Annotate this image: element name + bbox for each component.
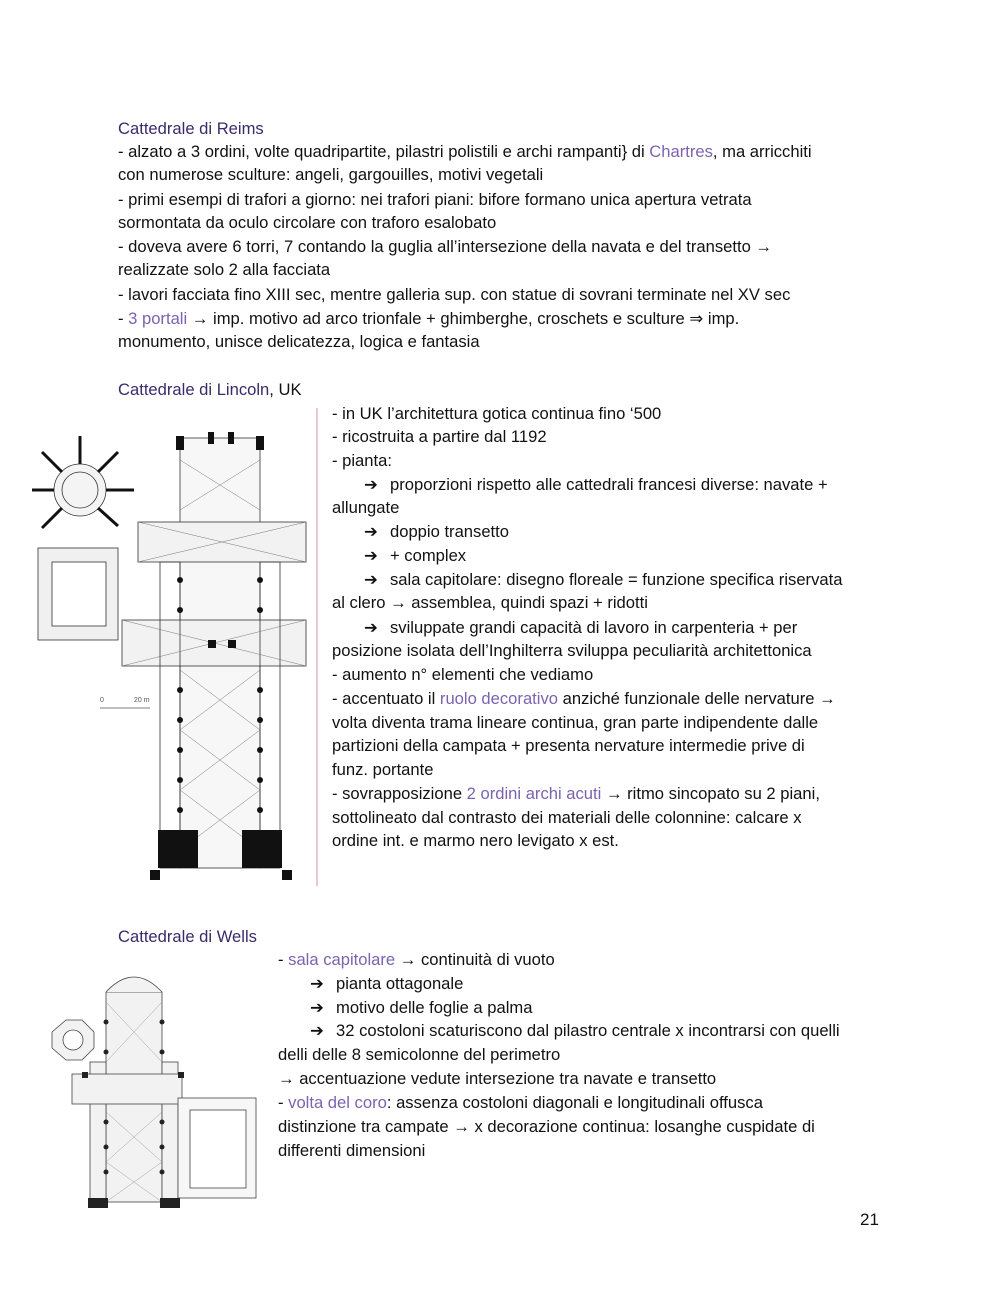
lincoln-line-8: - accentuato il ruolo decorativo anziché funzionale delle nervature → <box>332 689 836 708</box>
lincoln-line-9: volta diventa trama lineare continua, gran parte indipendente dalle <box>332 713 819 732</box>
lincoln-bullet-2: ➔ doppio transetto <box>364 522 510 541</box>
lincoln-line-3: - pianta: <box>332 451 392 470</box>
svg-text:0: 0 <box>100 697 104 704</box>
reims-line-1: - alzato a 3 ordini, volte quadripartite, pilastri polistili e archi rampanti} di Chartres, ma arricchiti <box>118 142 812 161</box>
reims-line-7: - lavori facciata fino XIII sec, mentre galleria sup. con statue di sovrani terminate nel XV sec <box>118 285 791 304</box>
wells-line-3: → accentuazione vedute intersezione tra navate e transetto <box>278 1069 717 1088</box>
wells-floor-plan <box>32 962 260 1214</box>
lincoln-line-5: al clero → assemblea, quindi spazi + ridotti <box>332 593 648 612</box>
page-number: 21 <box>860 1210 879 1229</box>
arrow-bullet-icon: ➔ <box>364 570 378 589</box>
sala-capitolare-highlight: sala capitolare <box>288 950 396 969</box>
wells-line-2: delli delle 8 semicolonne del perimetro <box>278 1045 561 1064</box>
lincoln-line-11: funz. portante <box>332 760 434 779</box>
lincoln-line-1: - in UK l’architettura gotica continua fino ‘500 <box>332 404 662 423</box>
arrow-bullet-icon: ➔ <box>310 998 324 1017</box>
reims-line-9: monumento, unisce delicatezza, logica e fantasia <box>118 332 480 351</box>
lincoln-floor-plan <box>30 430 312 882</box>
lincoln-heading: Cattedrale di Lincoln, UK <box>118 380 302 399</box>
archi-acuti-highlight: 2 ordini archi acuti <box>466 784 602 803</box>
reims-line-3: - primi esempi di trafori a giorno: nei trafori piani: bifore formano unica apertura vetrata <box>118 190 752 209</box>
wells-bullet-2: ➔ motivo delle foglie a palma <box>310 998 533 1017</box>
wells-line-1: - sala capitolare → continuità di vuoto <box>278 950 555 969</box>
reims-line-2: con numerose sculture: angeli, gargouilles, motivi vegetali <box>118 165 544 184</box>
lincoln-line-14: ordine int. e marmo nero levigato x est. <box>332 831 619 850</box>
reims-line-6: realizzate solo 2 alla facciata <box>118 260 331 279</box>
lincoln-line-13: sottolineato dal contrasto dei materiali delle colonnine: calcare x <box>332 808 802 827</box>
lincoln-line-7: - aumento n° elementi che vediamo <box>332 665 594 684</box>
lincoln-line-6: posizione isolata dell’Inghilterra sviluppa peculiarità architettonica <box>332 641 812 660</box>
arrow-bullet-icon: ➔ <box>310 1021 324 1040</box>
reims-line-8: - 3 portali → imp. motivo ad arco trionfale + ghimberghe, croschets e sculture ⇒ imp. <box>118 309 740 328</box>
arrow-bullet-icon: ➔ <box>310 974 324 993</box>
wells-line-5: distinzione tra campate → x decorazione continua: losanghe cuspidate di <box>278 1117 815 1136</box>
arrow-bullet-icon: ➔ <box>364 618 378 637</box>
lincoln-line-4: allungate <box>332 498 400 517</box>
reims-line-5: - doveva avere 6 torri, 7 contando la guglia all’intersezione della navata e del transetto → <box>118 237 773 256</box>
reims-line-4: sormontata da oculo circolare con traforo esalobato <box>118 213 497 232</box>
wells-line-6: differenti dimensioni <box>278 1141 426 1160</box>
lincoln-plan-scale: 20 m <box>134 697 150 704</box>
chartres-link: Chartres <box>649 142 713 161</box>
lincoln-line-10: partizioni della campata + presenta nervature intermedie prive di <box>332 736 805 755</box>
arrow-bullet-icon: ➔ <box>364 475 378 494</box>
lincoln-bullet-1: ➔ proporzioni rispetto alle cattedrali francesi diverse: navate + <box>364 475 828 494</box>
reims-heading: Cattedrale di Reims <box>118 119 264 138</box>
arrow-bullet-icon: ➔ <box>364 546 378 565</box>
ruolo-decorativo-highlight: ruolo decorativo <box>439 689 558 708</box>
lincoln-bullet-5: ➔ sviluppate grandi capacità di lavoro in carpenteria + per <box>364 618 798 637</box>
lincoln-bullet-4: ➔ sala capitolare: disegno floreale = funzione specifica riservata <box>364 570 843 589</box>
lincoln-line-2: - ricostruita a partire dal 1192 <box>332 427 547 446</box>
wells-line-4: - volta del coro: assenza costoloni diagonali e longitudinali offusca <box>278 1093 763 1112</box>
arrow-bullet-icon: ➔ <box>364 522 378 541</box>
wells-heading: Cattedrale di Wells <box>118 927 257 946</box>
portali-highlight: 3 portali <box>128 309 188 328</box>
column-divider <box>316 408 318 886</box>
volta-del-coro-highlight: volta del coro <box>288 1093 387 1112</box>
lincoln-line-12: - sovrapposizione 2 ordini archi acuti → ritmo sincopato su 2 piani, <box>332 784 820 803</box>
wells-bullet-3: ➔ 32 costoloni scaturiscono dal pilastro centrale x incontrarsi con quelli <box>310 1021 840 1040</box>
lincoln-bullet-3: ➔ + complex <box>364 546 467 565</box>
wells-bullet-1: ➔ pianta ottagonale <box>310 974 464 993</box>
